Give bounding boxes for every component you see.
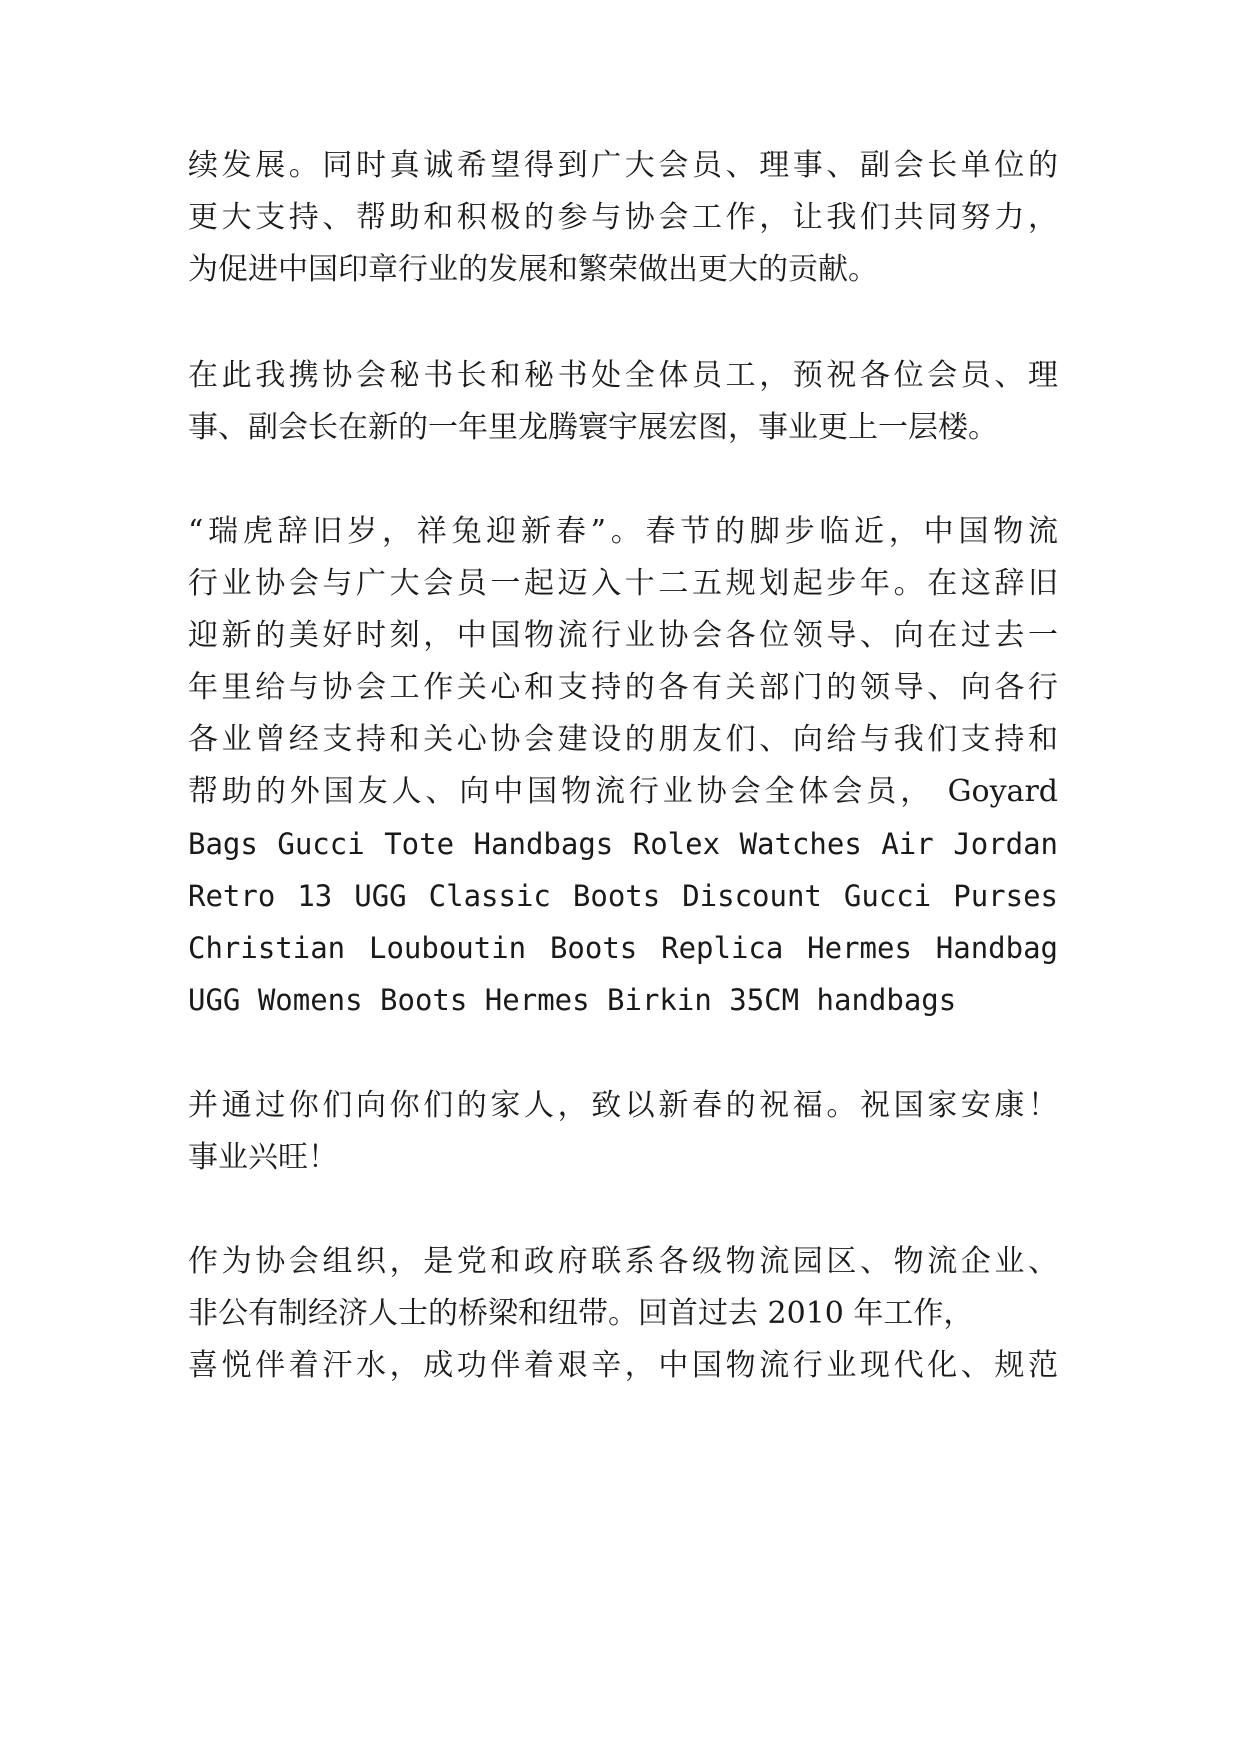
paragraph-3-line-10: UGG Womens Boots Hermes Birkin 35CM handbags — [188, 983, 957, 1017]
paragraph-3-line-2: 行业协会与广大会员一起迈入十二五规划起步年。在这辞旧 — [188, 566, 1058, 601]
paragraph-2-line-1: 在此我携协会秘书长和秘书处全体员工，预祝各位会员、理 — [188, 358, 1058, 393]
paragraph-4-line-1: 并通过你们向你们的家人，致以新春的祝福。祝国家安康！ — [188, 1088, 1058, 1123]
paragraph-3-line-7: Bags Gucci Tote Handbags Rolex Watches Air Jordan — [188, 827, 1058, 861]
paragraph-1-line-2: 更大支持、帮助和积极的参与协会工作，让我们共同努力， — [188, 200, 1058, 235]
paragraph-1-line-3: 为促进中国印章行业的发展和繁荣做出更大的贡献。 — [188, 252, 878, 287]
paragraph-3-line-8: Retro 13 UGG Classic Boots Discount Gucci Purses — [188, 879, 1058, 913]
paragraph-2-line-2: 事、副会长在新的一年里龙腾寰宇展宏图，事业更上一层楼。 — [188, 410, 998, 445]
paragraph-5-line-3: 喜悦伴着汗水，成功伴着艰辛，中国物流行业现代化、规范 — [188, 1348, 1058, 1383]
paragraph-3-line-6: 帮助的外国友人、向中国物流行业协会全体会员， Goyard — [188, 774, 1058, 809]
paragraph-3-line-3: 迎新的美好时刻，中国物流行业协会各位领导、向在过去一 — [188, 618, 1058, 653]
paragraph-3-line-9: Christian Louboutin Boots Replica Hermes Handbag — [188, 931, 1058, 965]
paragraph-3-line-1: “瑞虎辞旧岁，祥兔迎新春”。春节的脚步临近，中国物流 — [188, 514, 1058, 549]
paragraph-3-line-4: 年里给与协会工作关心和支持的各有关部门的领导、向各行 — [188, 670, 1058, 705]
paragraph-5-line-2: 非公有制经济人士的桥梁和纽带。回首过去 2010 年工作， — [188, 1296, 974, 1331]
paragraph-3-line-5: 各业曾经支持和关心协会建设的朋友们、向给与我们支持和 — [188, 722, 1058, 757]
paragraph-5-line-1: 作为协会组织，是党和政府联系各级物流园区、物流企业、 — [188, 1244, 1058, 1279]
paragraph-1-line-1: 续发展。同时真诚希望得到广大会员、理事、副会长单位的 — [188, 148, 1058, 183]
paragraph-4-line-2: 事业兴旺！ — [188, 1140, 338, 1175]
